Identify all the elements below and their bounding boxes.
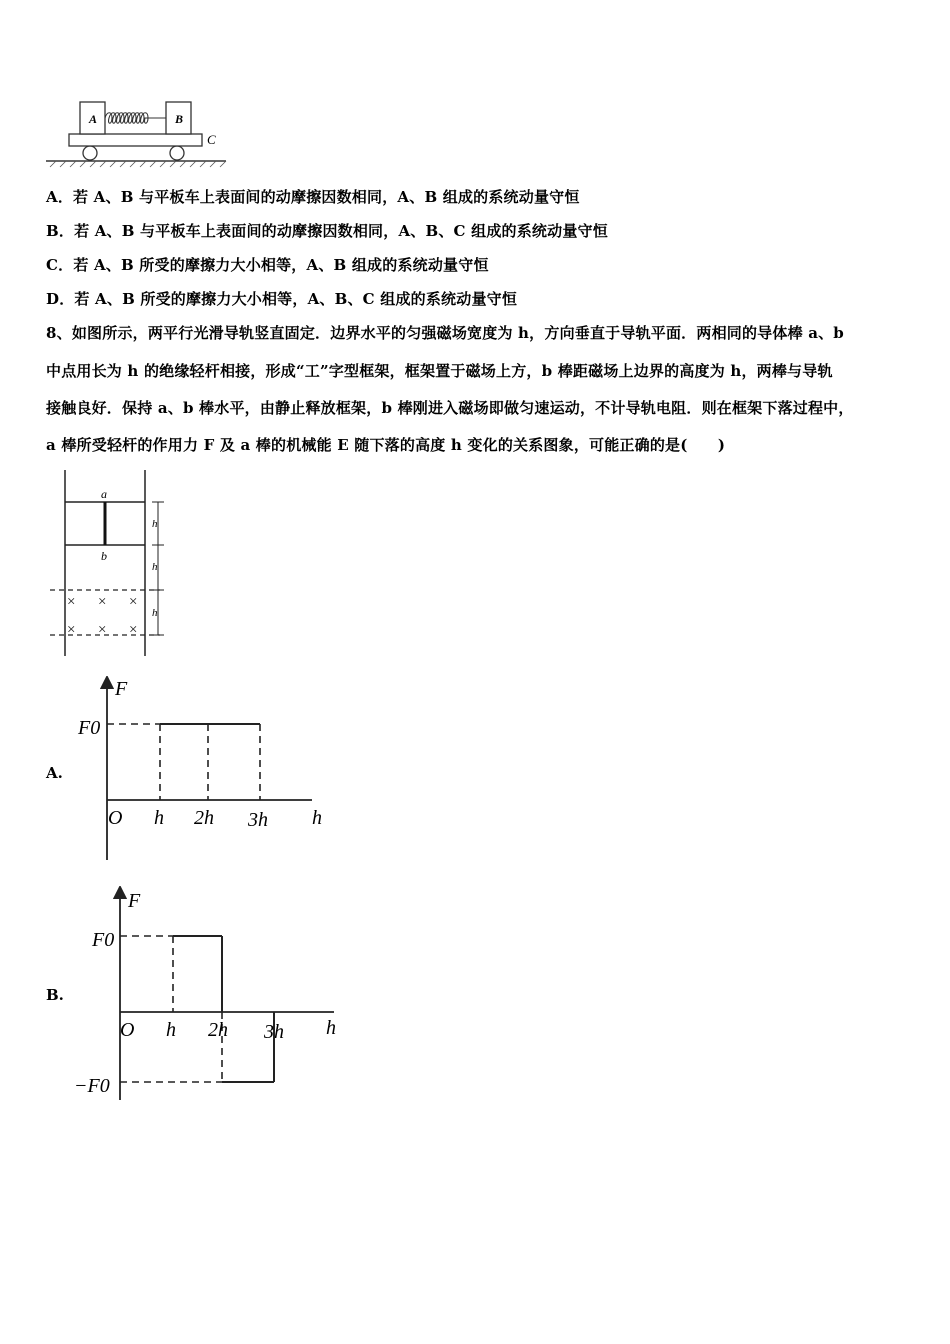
frame-figure: [44, 466, 174, 658]
x-axis-label: h: [326, 1017, 336, 1039]
rod-a-label: a: [101, 487, 107, 501]
tick-h: h: [166, 1019, 176, 1041]
field-mark: ×: [98, 594, 107, 610]
x-axis-label: h: [312, 807, 322, 829]
height-label-3: h: [152, 607, 158, 619]
field-mark: ×: [98, 622, 107, 638]
wheel-left: [83, 146, 97, 160]
q7-option-d: D．若 A、B 所受的摩擦力大小相等，A、B、C 组成的系统动量守恒: [46, 290, 518, 308]
origin-label: O: [120, 1019, 135, 1041]
tick-h: h: [154, 807, 164, 829]
q7-option-b: B．若 A、B 与平板车上表面间的动摩擦因数相同，A、B、C 组成的系统动量守恒: [46, 222, 608, 240]
spring: [105, 113, 166, 124]
y-axis-label: F: [115, 678, 128, 700]
cart-label: C: [207, 132, 216, 147]
wheel-right: [170, 146, 184, 160]
f0-label: F0: [92, 929, 115, 951]
tick-2h: 2h: [208, 1019, 228, 1041]
q8-stem-line-1: 8、如图所示，两平行光滑导轨竖直固定．边界水平的匀强磁场宽度为 h，方向垂直于导轨平面．两相同的导体棒 a、b: [46, 324, 844, 342]
height-label-2: h: [152, 561, 158, 573]
option-a-label: A.: [46, 764, 63, 782]
tick-3h: 3h: [264, 1021, 284, 1043]
option-b-label: B.: [46, 986, 64, 1004]
q7-option-a: A．若 A、B 与平板车上表面间的动摩擦因数相同，A、B 组成的系统动量守恒: [46, 188, 580, 206]
option-a-graph: [76, 676, 336, 862]
field-mark: ×: [129, 594, 138, 610]
field-mark: ×: [67, 594, 76, 610]
neg-f0-label: −F0: [74, 1075, 110, 1097]
q8-stem-line-3: 接触良好．保持 a、b 棒水平，由静止释放框架，b 棒刚进入磁场即做匀速运动，不计导轨电阻．则在框架下落过程中，: [46, 399, 854, 417]
block-b-label: B: [175, 112, 184, 126]
tick-3h: 3h: [248, 809, 268, 831]
tick-2h: 2h: [194, 807, 214, 829]
cart-figure: [44, 96, 234, 170]
field-mark: ×: [129, 622, 138, 638]
option-b-graph: [72, 886, 350, 1102]
origin-label: O: [108, 807, 123, 829]
f0-label: F0: [78, 717, 101, 739]
q8-stem-line-4: a 棒所受轻杆的作用力 F 及 a 棒的机械能 E 随下落的高度 h 变化的关系图象，可能正确的是( ): [46, 436, 726, 454]
q7-option-c: C．若 A、B 所受的摩擦力大小相等，A、B 组成的系统动量守恒: [46, 256, 489, 274]
ground-hatch: [50, 161, 226, 167]
cart-board: [69, 134, 202, 146]
field-mark: ×: [67, 622, 76, 638]
height-label-1: h: [152, 518, 158, 530]
y-axis-label: F: [128, 890, 141, 912]
q8-stem-line-2: 中点用长为 h 的绝缘轻杆相接，形成“工”字型框架，框架置于磁场上方，b 棒距磁场上边界的高度为 h，两棒与导轨: [46, 362, 833, 380]
block-a-label: A: [89, 112, 98, 126]
rod-b-label: b: [101, 549, 107, 563]
